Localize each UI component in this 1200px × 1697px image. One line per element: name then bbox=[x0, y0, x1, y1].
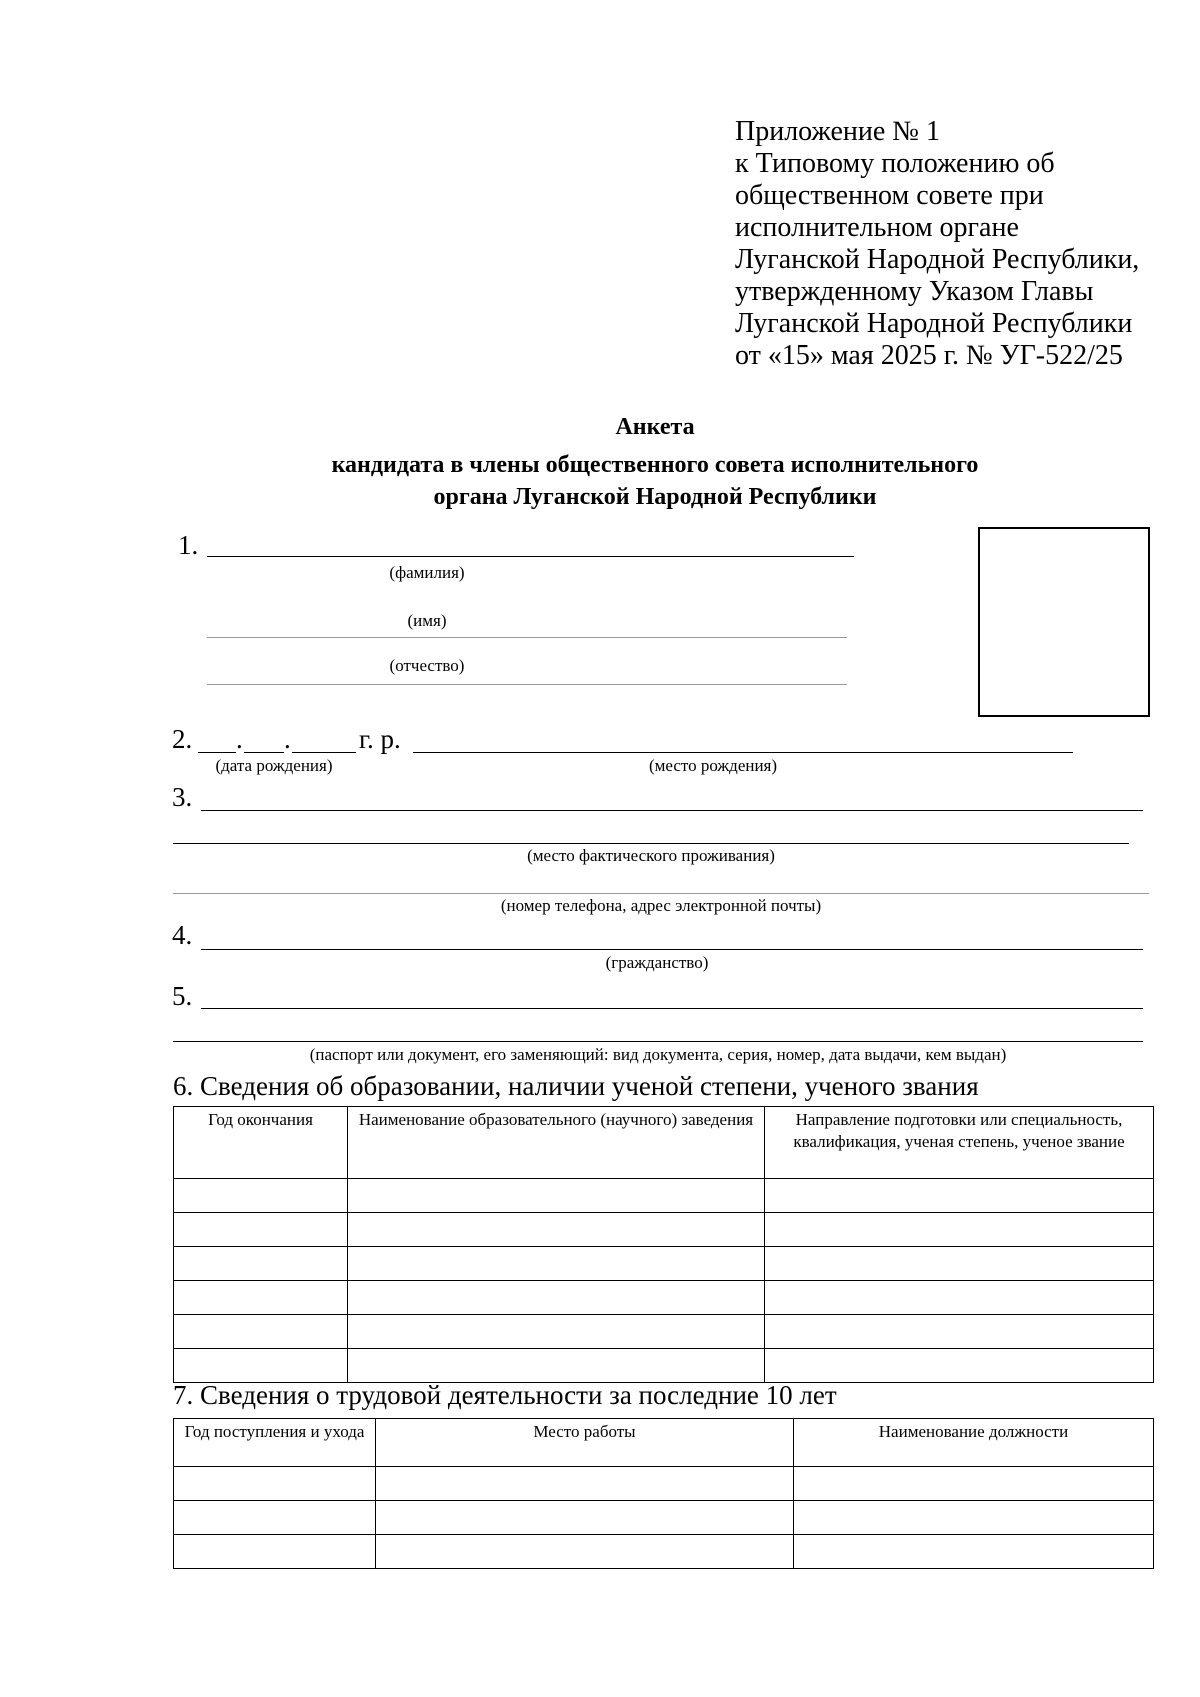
field-number: 5. bbox=[172, 981, 193, 1011]
surname-line[interactable] bbox=[207, 556, 854, 557]
table-cell[interactable] bbox=[348, 1349, 765, 1383]
table-cell[interactable] bbox=[348, 1213, 765, 1247]
birth-place-caption: (место рождения) bbox=[648, 756, 778, 775]
table-cell[interactable] bbox=[765, 1315, 1154, 1349]
table-cell[interactable] bbox=[348, 1179, 765, 1213]
appendix-line: общественном совете при bbox=[735, 180, 1044, 211]
table-cell[interactable] bbox=[765, 1247, 1154, 1281]
appendix-line: Луганской Народной Республики bbox=[735, 308, 1133, 339]
work-table bbox=[173, 1418, 1154, 1569]
table-header-cell: Направление подготовки или специальность, квалификация, ученая степень, ученое звание bbox=[765, 1107, 1154, 1179]
table-header-cell: Год окончания bbox=[174, 1107, 348, 1179]
table-header-cell: Год поступления и ухода bbox=[174, 1419, 376, 1467]
birth-month-line[interactable] bbox=[244, 752, 284, 753]
table-cell[interactable] bbox=[174, 1467, 376, 1501]
birth-place-line[interactable] bbox=[413, 752, 1073, 753]
table-row bbox=[174, 1179, 1154, 1213]
table-row bbox=[174, 1213, 1154, 1247]
education-heading: 6. Сведения об образовании, наличии ученой степени, ученого звания bbox=[173, 1071, 979, 1101]
table-row bbox=[174, 1467, 1154, 1501]
table-cell[interactable] bbox=[765, 1281, 1154, 1315]
table-cell[interactable] bbox=[376, 1501, 794, 1535]
form-subtitle: органа Луганской Народной Республики bbox=[433, 484, 877, 510]
table-cell[interactable] bbox=[174, 1501, 376, 1535]
table-cell[interactable] bbox=[765, 1349, 1154, 1383]
patronymic-caption: (отчество) bbox=[389, 656, 465, 675]
residence-caption: (место фактического проживания) bbox=[527, 846, 775, 865]
appendix-line: исполнительном органе bbox=[735, 212, 1019, 243]
table-cell[interactable] bbox=[348, 1315, 765, 1349]
form-subtitle: кандидата в члены общественного совета исполнительного bbox=[331, 452, 979, 478]
table-row bbox=[174, 1247, 1154, 1281]
table-cell[interactable] bbox=[348, 1281, 765, 1315]
appendix-line: от «15» мая 2025 г. № УГ-522/25 bbox=[735, 340, 1123, 371]
patronymic-line[interactable] bbox=[207, 684, 847, 685]
work-heading: 7. Сведения о трудовой деятельности за последние 10 лет bbox=[173, 1380, 837, 1410]
table-header-cell: Наименование должности bbox=[794, 1419, 1154, 1467]
field-number: 4. bbox=[172, 920, 193, 950]
date-separator: . bbox=[236, 724, 243, 754]
table-header-row bbox=[174, 1107, 1154, 1179]
citizenship-caption: (гражданство) bbox=[605, 953, 709, 972]
field-number: 1. bbox=[178, 530, 199, 560]
table-row bbox=[174, 1501, 1154, 1535]
contacts-line[interactable] bbox=[173, 893, 1149, 894]
table-cell[interactable] bbox=[348, 1247, 765, 1281]
birth-year-line[interactable] bbox=[292, 752, 356, 753]
table-cell[interactable] bbox=[765, 1213, 1154, 1247]
table-row bbox=[174, 1535, 1154, 1569]
table-cell[interactable] bbox=[174, 1213, 348, 1247]
table-cell[interactable] bbox=[376, 1467, 794, 1501]
table-header-cell: Место работы bbox=[376, 1419, 794, 1467]
contacts-caption: (номер телефона, адрес электронной почты) bbox=[500, 896, 822, 915]
table-cell[interactable] bbox=[174, 1535, 376, 1569]
table-cell[interactable] bbox=[376, 1535, 794, 1569]
table-row bbox=[174, 1349, 1154, 1383]
citizenship-line[interactable] bbox=[201, 949, 1143, 950]
table-cell[interactable] bbox=[174, 1349, 348, 1383]
appendix-line: утвержденному Указом Главы bbox=[735, 276, 1094, 307]
table-row bbox=[174, 1281, 1154, 1315]
education-table bbox=[173, 1106, 1154, 1383]
table-cell[interactable] bbox=[174, 1281, 348, 1315]
photo-box[interactable] bbox=[978, 527, 1150, 717]
table-header-row bbox=[174, 1419, 1154, 1467]
table-cell[interactable] bbox=[765, 1179, 1154, 1213]
form-title: Анкета bbox=[615, 414, 695, 440]
birth-year-suffix: г. р. bbox=[359, 724, 401, 754]
table-cell[interactable] bbox=[174, 1247, 348, 1281]
passport-line-2[interactable] bbox=[173, 1041, 1143, 1042]
name-caption: (имя) bbox=[407, 611, 447, 630]
appendix-line: Приложение № 1 bbox=[735, 116, 940, 147]
surname-caption: (фамилия) bbox=[389, 563, 465, 582]
table-cell[interactable] bbox=[174, 1315, 348, 1349]
table-cell[interactable] bbox=[794, 1501, 1154, 1535]
table-row bbox=[174, 1315, 1154, 1349]
table-header-cell: Наименование образовательного (научного) заведения bbox=[348, 1107, 765, 1179]
birth-day-line[interactable] bbox=[198, 752, 236, 753]
birth-date-caption: (дата рождения) bbox=[215, 756, 333, 775]
table-cell[interactable] bbox=[794, 1535, 1154, 1569]
residence-line-2[interactable] bbox=[173, 843, 1129, 844]
field-number: 3. bbox=[172, 782, 193, 812]
date-separator: . bbox=[284, 724, 291, 754]
field-number: 2. bbox=[172, 724, 193, 754]
passport-line[interactable] bbox=[201, 1008, 1143, 1009]
residence-line[interactable] bbox=[201, 810, 1143, 811]
appendix-line: к Типовому положению об bbox=[735, 148, 1055, 179]
passport-caption: (паспорт или документ, его заменяющий: вид документа, серия, номер, дата выдачи, кем выдан) bbox=[309, 1045, 1007, 1064]
table-cell[interactable] bbox=[794, 1467, 1154, 1501]
table-cell[interactable] bbox=[174, 1179, 348, 1213]
appendix-line: Луганской Народной Республики, bbox=[735, 244, 1140, 275]
name-line[interactable] bbox=[207, 637, 847, 638]
